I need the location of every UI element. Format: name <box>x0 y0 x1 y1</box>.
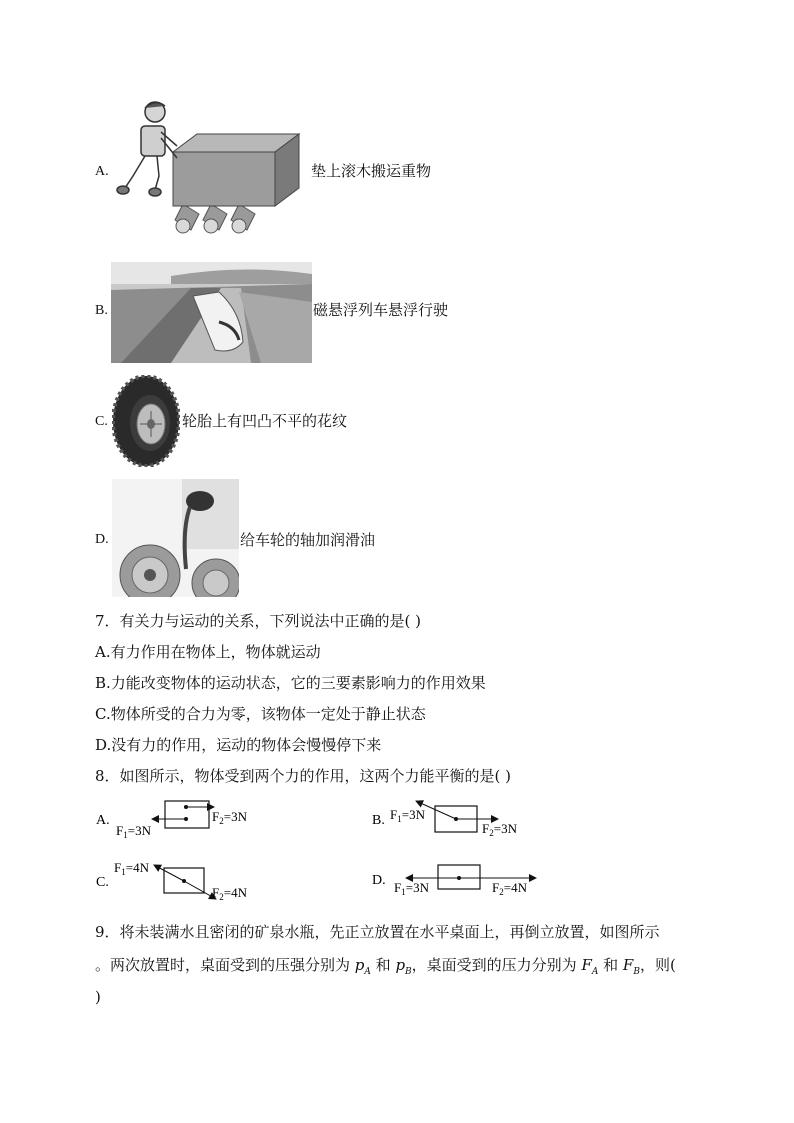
option-c-text: 轮胎上有凹凸不平的花纹 <box>182 412 348 430</box>
q8-d-f2: =4N <box>503 880 527 895</box>
boy-pushing-box-image <box>111 96 311 244</box>
q8-c-f1: =4N <box>125 860 149 875</box>
q8-b-f2: =3N <box>493 821 517 836</box>
q8-d-f1: =3N <box>405 880 429 895</box>
q7-option-d: D.没有力的作用，运动的物体会慢慢停下来 <box>95 736 382 754</box>
q8-c-f2: =4N <box>223 885 247 900</box>
q8-a-f1: =3N <box>127 823 151 838</box>
q8-stem: 8．如图所示，物体受到两个力的作用，这两个力能平衡的是( ) <box>95 767 512 785</box>
q8-diagram-b <box>370 797 550 843</box>
q8-a-letter: A. <box>96 813 110 828</box>
option-b-letter: B. <box>95 303 108 318</box>
q9-line2: 。两次放置时，桌面受到的压强分别为 $p_A$ 和 $p_B$，桌面受到的压力分别为 $F_A$ 和 $F_B$，则( <box>95 956 676 977</box>
svg-text:F1=3N: $F_1=3N$ <box>116 823 151 840</box>
svg-text:F1=4N: $F_1=4N$ <box>114 860 149 877</box>
svg-text:F2=3N: $F_2=3N$ <box>482 821 517 838</box>
q7-option-b: B.力能改变物体的运动状态，它的三要素影响力的作用效果 <box>95 674 486 692</box>
q8-diagram-d <box>370 862 550 898</box>
q8-b-f1: =3N <box>401 807 425 822</box>
q8-diagram-c <box>92 855 272 905</box>
svg-text:F2=4N: $F_2=4N$ <box>212 885 247 902</box>
svg-text:F2=3N: $F_2=3N$ <box>212 809 247 826</box>
q8-c-letter: C. <box>96 875 109 890</box>
option-c-letter: C. <box>95 414 108 429</box>
q9-line3: ) <box>95 988 101 1006</box>
maglev-train-image <box>111 262 312 363</box>
q8-b-letter: B. <box>372 813 385 828</box>
option-a-text: 垫上滚木搬运重物 <box>311 162 432 180</box>
q7-option-c: C.物体所受的合力为零，该物体一定处于静止状态 <box>95 705 426 723</box>
q8-diagram-a <box>92 795 272 841</box>
option-d-letter: D. <box>95 532 109 547</box>
oil-gears-image <box>112 479 239 597</box>
option-b-text: 磁悬浮列车悬浮行驶 <box>313 301 449 319</box>
svg-text:F1=3N: $F_1=3N$ <box>390 807 425 824</box>
q9-line1: 9．将未装满水且密闭的矿泉水瓶，先正立放置在水平桌面上，再倒立放置，如图所示 <box>95 923 660 941</box>
option-a-letter: A. <box>95 164 109 179</box>
q8-a-f2: =3N <box>223 809 247 824</box>
svg-text:F1=3N: $F_1=3N$ <box>394 880 429 897</box>
q8-d-letter: D. <box>372 873 386 888</box>
q7-option-a: A.有力作用在物体上，物体就运动 <box>95 643 321 661</box>
tire-image <box>112 375 180 467</box>
q7-stem: 7．有关力与运动的关系，下列说法中正确的是( ) <box>95 612 422 630</box>
option-d-text: 给车轮的轴加润滑油 <box>240 531 376 549</box>
svg-text:F2=4N: $F_2=4N$ <box>492 880 527 897</box>
